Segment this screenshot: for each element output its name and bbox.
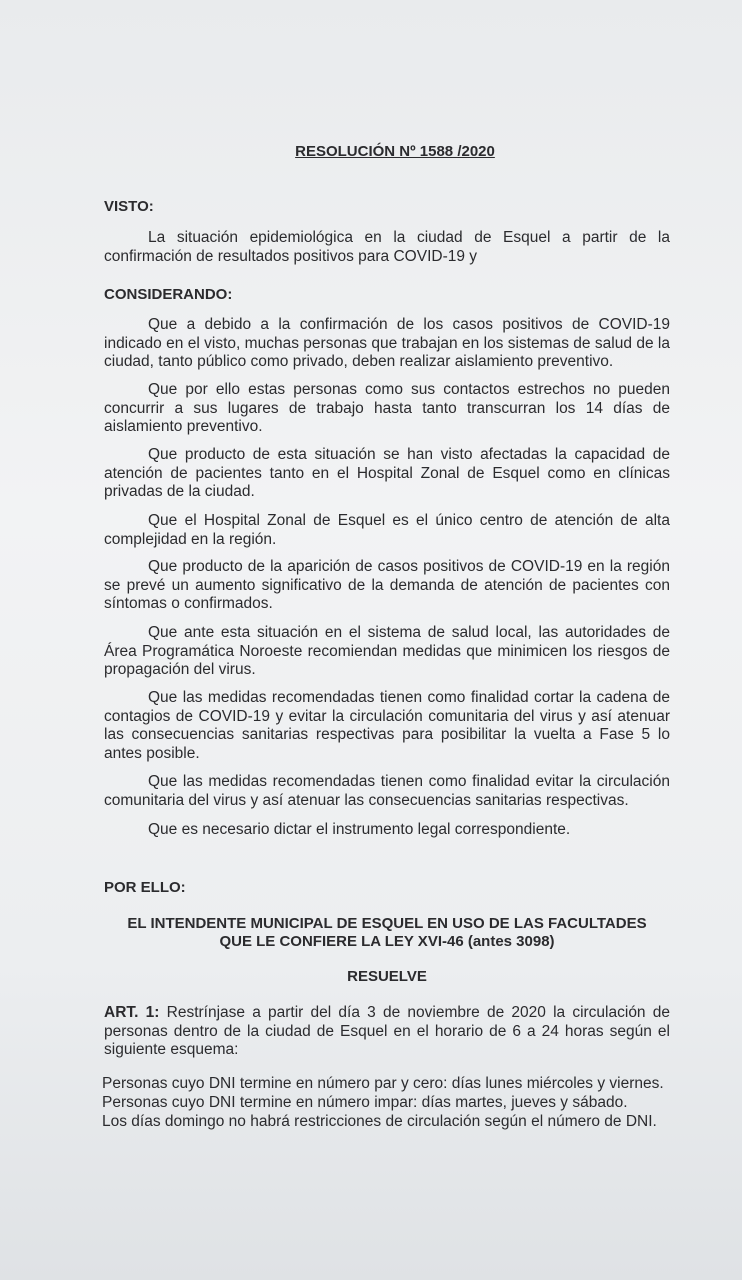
considerando-paragraph-2: Que por ello estas personas como sus contactos estrechos no pueden concurrir a sus lugares de trabajo hasta tanto transcurran los 14 días de aislamiento preventivo. [104,381,670,435]
visto-heading: VISTO: [104,198,154,215]
resolution-title [0,143,742,162]
resuelve-heading: RESUELVE [347,968,427,985]
considerando-paragraph-1: Que a debido a la confirmación de los casos positivos de COVID-19 indicado en el visto, muchas personas que trabajan en los sistemas de salud de la ciudad, tanto público como privado, deben realizar aislamiento preventivo. [104,316,670,370]
visto-paragraph: La situación epidemiológica en la ciudad de Esquel a partir de la confirmación de resultados positivos para COVID-19 y [104,229,670,265]
resolution-title-text: RESOLUCIÓN Nº 1588 /2020 [295,143,495,160]
considerando-paragraph-8: Que las medidas recomendadas tienen como finalidad evitar la circulación comunitaria del virus y así atenuar las consecuencias sanitarias respectivas. [104,773,670,809]
considerando-paragraph-5: Que producto de la aparición de casos positivos de COVID-19 en la región se prevé un aumento significativo de la demanda de atención de pacientes con síntomas o confirmados. [104,558,670,612]
article-1-label: ART. 1: [104,1004,160,1021]
article-1 [104,1004,670,1060]
schedule-line-1: Personas cuyo DNI termine en número par y cero: días lunes miércoles y viernes. [102,1075,664,1092]
considerando-paragraph-7: Que las medidas recomendadas tienen como finalidad cortar la cadena de contagios de COVID-19 y evitar la circulación comunitaria del virus y así atenuar las consecuencias sanitarias respectivas para posibilitar la vuelta a Fase 5 lo antes posible. [104,689,670,762]
intendente-line-1: EL INTENDENTE MUNICIPAL DE ESQUEL EN USO DE LAS FACULTADES [127,915,647,932]
considerando-paragraph-6: Que ante esta situación en el sistema de salud local, las autoridades de Área Programática Noroeste recomiendan medidas que minimicen los riesgos de propagación del virus. [104,624,670,678]
schedule-line-3: Los días domingo no habrá restricciones de circulación según el número de DNI. [102,1113,657,1130]
article-1-text: Restrínjase a partir del día 3 de noviembre de 2020 la circulación de personas dentro de la ciudad de Esquel en el horario de 6 a 24 horas según el siguiente esquema: [104,1004,670,1058]
schedule-line-2: Personas cuyo DNI termine en número impar: días martes, jueves y sábado. [102,1094,628,1111]
considerando-paragraph-3: Que producto de esta situación se han visto afectadas la capacidad de atención de pacientes tanto en el Hospital Zonal de Esquel como en clínicas privadas de la ciudad. [104,446,670,500]
considerando-heading: CONSIDERANDO: [104,286,233,303]
por-ello-heading: POR ELLO: [104,879,186,896]
considerando-paragraph-4: Que el Hospital Zonal de Esquel es el único centro de atención de alta complejidad en la región. [104,512,670,548]
considerando-paragraph-9: Que es necesario dictar el instrumento legal correspondiente. [148,821,571,838]
intendente-line-2: QUE LE CONFIERE LA LEY XVI-46 (antes 3098) [219,933,555,950]
